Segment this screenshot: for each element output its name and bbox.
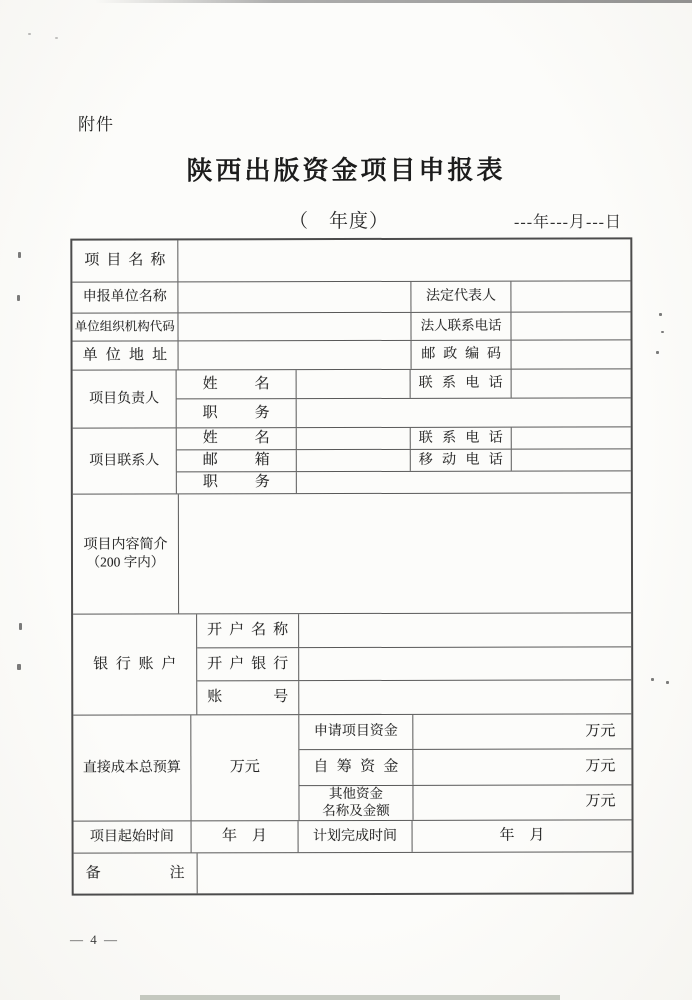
- self-fund-field: [413, 750, 631, 785]
- account-bank-field: [299, 647, 631, 680]
- contact-name-field: [297, 428, 411, 449]
- scan-speck: [19, 623, 22, 630]
- contact-mobile-field: [512, 449, 631, 470]
- account-bank-label: 开户银行: [197, 648, 299, 681]
- scan-speck: [28, 33, 31, 35]
- scan-speck: [18, 252, 21, 258]
- date-field: ---年---月---日: [514, 214, 622, 231]
- applied-fund-unit: 万元: [585, 723, 616, 740]
- scan-speck: [661, 331, 664, 333]
- org-code-field: [178, 313, 411, 340]
- application-form-table: [70, 237, 633, 895]
- remarks-field: [198, 852, 632, 893]
- scan-edge-bottom: [140, 995, 560, 1000]
- leader-name-label: 姓名: [177, 370, 297, 398]
- leader-position-field: [297, 398, 631, 427]
- project-name-label: 项目名称: [72, 240, 178, 281]
- account-number-field: [299, 681, 631, 714]
- postal-code-field: [512, 340, 631, 368]
- legal-representative-field: [512, 281, 631, 311]
- project-leader-label: 项目负责人: [73, 370, 177, 427]
- self-fund-unit: 万元: [585, 758, 616, 775]
- contact-email-field: [297, 450, 411, 471]
- year-period-field: （ 年度）: [289, 211, 390, 232]
- form-title: 陕西出版资金项目申报表: [186, 155, 506, 186]
- contact-position-label: 职务: [177, 472, 297, 493]
- postal-code-label: 邮政编码: [411, 341, 512, 369]
- contact-phone-label: 联系电话: [411, 428, 512, 449]
- account-number-label: 账号: [197, 681, 299, 714]
- bank-account-label: 银行账户: [73, 614, 197, 714]
- applicant-unit-label: 申报单位名称: [72, 282, 178, 312]
- leader-position-label: 职务: [177, 399, 297, 427]
- applied-fund-field: [413, 714, 631, 749]
- contact-mobile-label: 移动电话: [411, 450, 512, 471]
- summary-field: [179, 493, 631, 613]
- scan-speck: [651, 678, 654, 681]
- scan-speck: [656, 351, 659, 354]
- scan-speck: [55, 37, 58, 39]
- applied-fund-label: 申请项目资金: [299, 715, 413, 750]
- unit-address-label: 单位地址: [73, 341, 179, 369]
- other-fund-field: [413, 785, 631, 820]
- project-contact-label: 项目联系人: [73, 428, 177, 493]
- scan-speck: [659, 313, 662, 316]
- legal-representative-label: 法定代表人: [411, 282, 512, 312]
- remarks-label: 备注: [74, 853, 198, 893]
- account-name-field: [299, 613, 631, 646]
- scan-speck: [17, 295, 20, 301]
- budget-unit-label: 万元: [191, 715, 299, 820]
- start-time-field: 年 月: [191, 821, 299, 852]
- legal-phone-field: [512, 312, 631, 339]
- unit-address-field: [178, 341, 411, 369]
- other-fund-unit: 万元: [585, 793, 616, 810]
- finish-time-label: 计划完成时间: [299, 821, 413, 852]
- budget-total-label: 直接成本总预算: [73, 715, 191, 820]
- attachment-label: 附件: [78, 115, 114, 134]
- applicant-unit-field: [178, 282, 411, 312]
- start-time-label: 项目起始时间: [74, 821, 192, 852]
- self-fund-label: 自筹资金: [299, 750, 413, 785]
- page-number: — 4 —: [70, 932, 119, 947]
- summary-label: 项目内容简介 （200 字内）: [73, 494, 179, 613]
- leader-phone-field: [512, 369, 631, 397]
- leader-phone-label: 联系电话: [411, 370, 512, 398]
- other-fund-label: 其他资金 名称及金额: [299, 786, 413, 821]
- finish-time-field: 年 月: [499, 827, 545, 844]
- account-name-label: 开户名称: [197, 614, 299, 647]
- scan-speck: [17, 664, 21, 670]
- contact-email-label: 邮箱: [177, 450, 297, 471]
- contact-position-field: [297, 471, 631, 493]
- org-code-label: 单位组织机构代码: [72, 313, 178, 340]
- project-name-field: [178, 239, 630, 281]
- scan-edge-top: [95, 0, 692, 3]
- legal-phone-label: 法人联系电话: [411, 313, 512, 340]
- contact-phone-field: [512, 427, 631, 448]
- contact-name-label: 姓名: [177, 428, 297, 449]
- leader-name-field: [297, 370, 411, 398]
- scan-speck: [666, 681, 669, 684]
